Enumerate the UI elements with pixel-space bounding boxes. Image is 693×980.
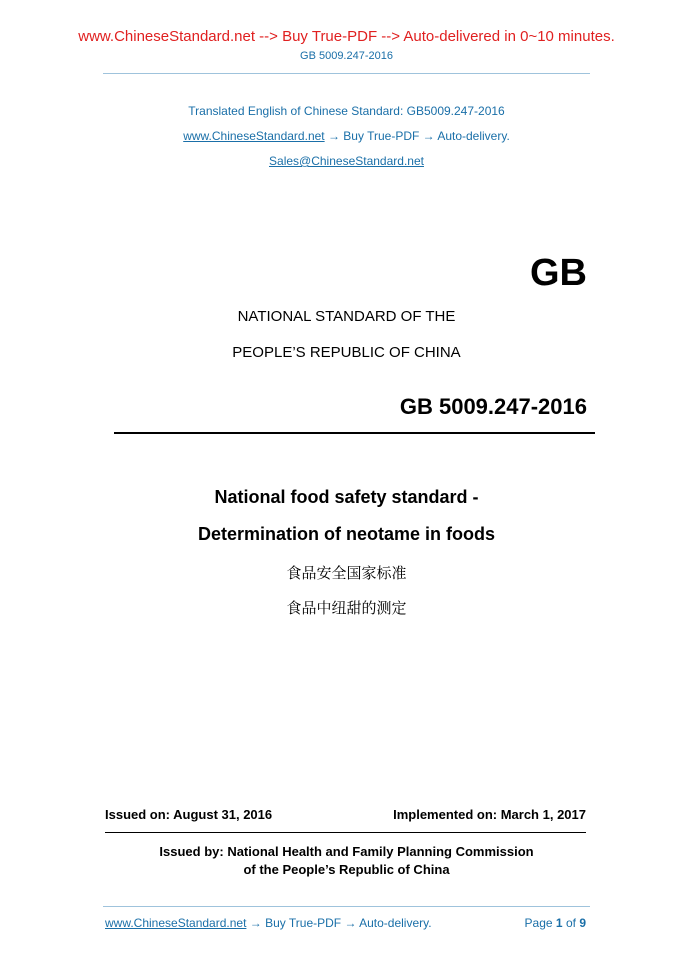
site-link[interactable]: www.ChineseStandard.net [183,129,325,143]
chinese-title-line2: 食品中纽甜的测定 [286,600,407,617]
gb-logo: GB [530,252,587,294]
national-standard-line2: PEOPLE’S REPUBLIC OF CHINA [232,344,461,361]
chinese-title-line1: 食品安全国家标准 [286,565,407,582]
issued-by-line1: Issued by: National Health and Family Planning Commission [159,844,534,859]
title-line2: Determination of neotame in foods [197,524,496,544]
purchase-line [0,129,693,143]
page-word: Page [524,916,553,930]
header-divider [103,73,590,74]
page-indicator [525,916,586,930]
footer-purchase-text: → Buy True-PDF → Auto-delivery. [246,916,432,930]
translated-notice: Translated English of Chinese Standard: GB5009.247-2016 [188,104,505,118]
title-line1: National food safety standard - [214,487,479,507]
issued-on: Issued on: August 31, 2016 [105,807,273,822]
national-standard-line1: NATIONAL STANDARD OF THE [237,308,456,325]
implemented-on: Implemented on: March 1, 2017 [393,807,586,822]
page-number: 1 [555,916,563,930]
email-link[interactable]: Sales@ChineseStandard.net [269,154,424,168]
dates-divider [105,832,586,833]
footer-site-link[interactable]: www.ChineseStandard.net [105,916,247,930]
of-word: of [565,916,576,930]
purchase-text: → Buy True-PDF → Auto-delivery. [324,129,510,143]
title-divider [114,432,595,434]
issued-by-line2: of the People’s Republic of China [243,862,450,877]
footer [105,916,586,930]
footer-divider [103,906,590,907]
email-line [0,154,693,168]
standard-number: GB 5009.247-2016 [399,394,587,419]
dates-row [105,807,586,822]
page-total: 9 [579,916,586,930]
top-banner[interactable]: www.ChineseStandard.net --> Buy True-PDF --> Auto-delivered in 0~10 minutes. [78,28,615,45]
header-standard-code: GB 5009.247-2016 [300,50,393,62]
